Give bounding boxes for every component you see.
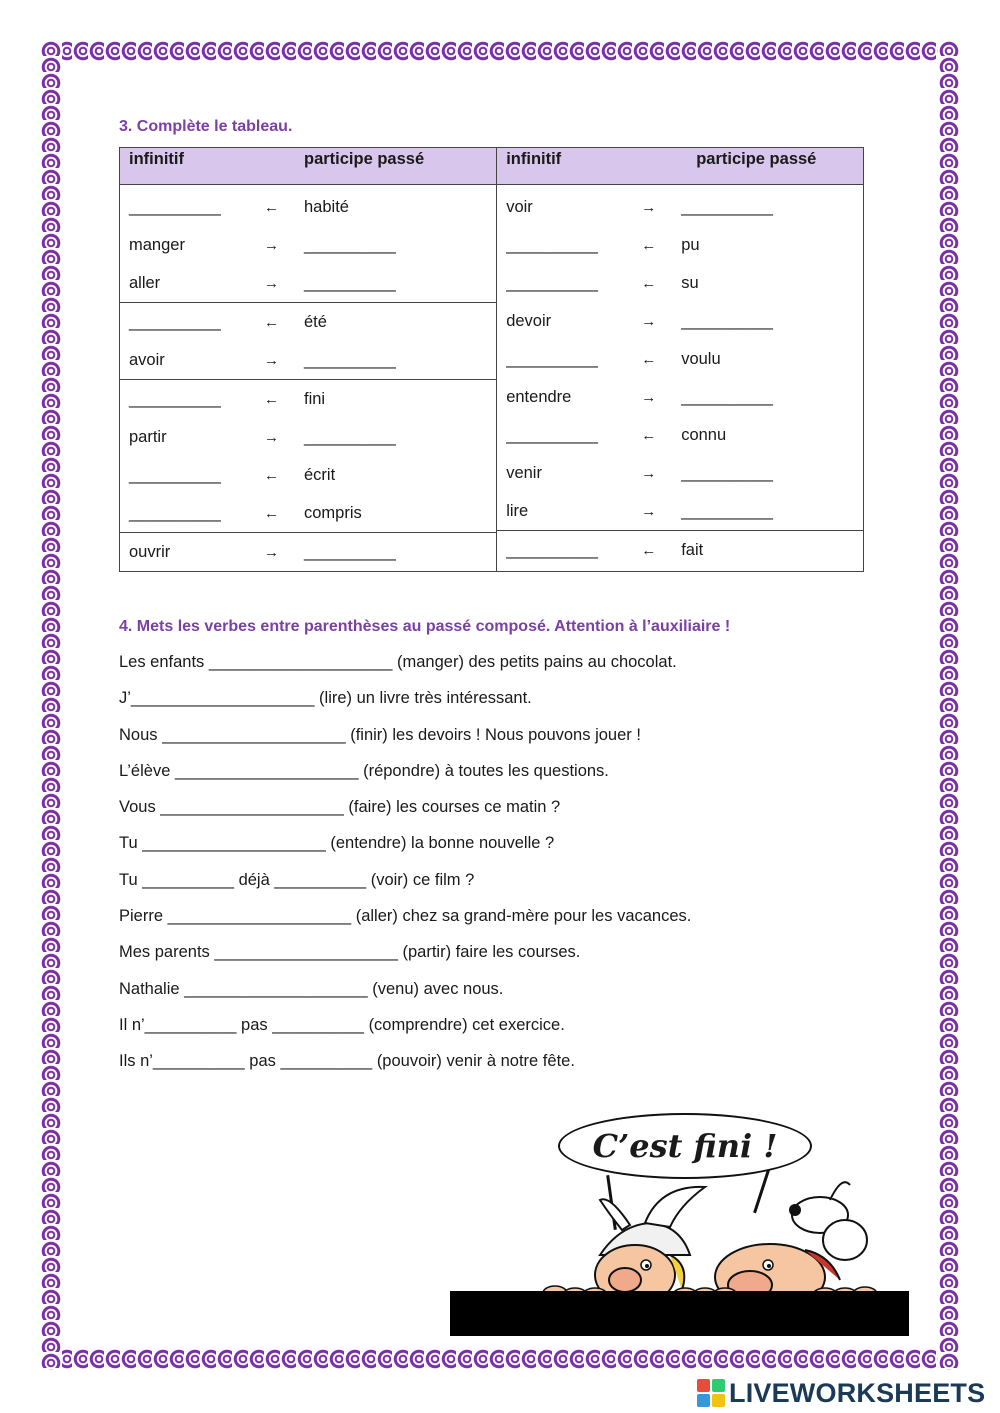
- verb-row: [120, 188, 496, 226]
- infinitive-cell: __________: [129, 197, 221, 216]
- sentence-list: [119, 644, 864, 1080]
- arrow-icon: →: [641, 464, 657, 482]
- watermark-text: LIVEWORKSHEETS: [729, 1377, 986, 1408]
- verb-row: [120, 264, 496, 302]
- infinitive-cell: __________: [506, 540, 598, 559]
- infinitive-cell: __________: [129, 465, 221, 484]
- arrow-icon: ←: [641, 541, 657, 559]
- sentence-item: Nathalie ____________________ (venu) avec nous.: [119, 979, 504, 998]
- border-bottom: [40, 1348, 960, 1370]
- participle-cell: su: [681, 273, 699, 292]
- participle-cell: connu: [681, 425, 727, 444]
- arrow-icon: →: [641, 198, 657, 216]
- exercise3-title: 3. Complète le tableau.: [119, 118, 293, 135]
- participle-cell: __________: [304, 235, 396, 254]
- header-infinitif-left: infinitif: [129, 150, 184, 168]
- verb-row: [120, 418, 496, 456]
- infinitive-cell: __________: [129, 503, 221, 522]
- verb-row: [120, 303, 496, 341]
- participle-cell: __________: [681, 311, 773, 330]
- arrow-icon: ←: [264, 198, 279, 216]
- sentence-item: Vous ____________________ (faire) les courses ce matin ?: [119, 798, 561, 817]
- verb-row: [120, 341, 496, 379]
- border-left: [40, 40, 62, 1370]
- exercise4-title: 4. Mets les verbes entre parenthèses au passé composé. Attention à l’auxiliaire !: [119, 618, 731, 635]
- infinitive-cell: voir: [506, 197, 533, 216]
- verb-row: [497, 226, 863, 264]
- infinitive-cell: entendre: [506, 387, 572, 406]
- participle-cell: été: [304, 312, 327, 331]
- participle-cell: habité: [304, 197, 349, 216]
- arrow-icon: →: [641, 312, 657, 330]
- arrow-icon: →: [264, 543, 279, 561]
- worksheet-content: [119, 118, 864, 1080]
- verb-group: [120, 379, 496, 532]
- sentence-item: J’____________________ (lire) un livre très intéressant.: [119, 689, 532, 708]
- infinitive-cell: __________: [506, 273, 598, 292]
- verb-row: [120, 456, 496, 494]
- arrow-icon: ←: [264, 313, 279, 331]
- participle-cell: écrit: [304, 465, 336, 484]
- verb-group: [497, 188, 863, 530]
- participle-cell: __________: [304, 542, 396, 561]
- infinitive-cell: devoir: [506, 311, 552, 330]
- right-column: [497, 185, 864, 572]
- border-right: [938, 40, 960, 1370]
- arrow-icon: →: [264, 236, 279, 254]
- infinitive-cell: __________: [506, 235, 598, 254]
- sentence-item: L’élève ____________________ (répondre) à toutes les questions.: [119, 761, 609, 780]
- participle-cell: fini: [304, 389, 326, 408]
- black-ledge: [450, 1291, 909, 1336]
- verb-group: [120, 532, 496, 571]
- header-participe-left: participe passé: [304, 150, 425, 168]
- verb-row: [497, 188, 863, 226]
- infinitive-cell: avoir: [129, 350, 165, 369]
- verb-row: [120, 380, 496, 418]
- sentence-item: Tu ____________________ (entendre) la bonne nouvelle ?: [119, 834, 555, 853]
- verb-group: [497, 530, 863, 569]
- participle-cell: __________: [681, 463, 773, 482]
- verb-row: [120, 494, 496, 532]
- verb-group: [120, 302, 496, 379]
- participle-cell: pu: [681, 235, 700, 254]
- infinitive-cell: __________: [129, 312, 221, 331]
- verb-row: [497, 531, 863, 569]
- arrow-icon: ←: [264, 466, 279, 484]
- verb-row: [497, 264, 863, 302]
- verb-row: [120, 226, 496, 264]
- verb-row: [497, 454, 863, 492]
- infinitive-cell: __________: [129, 389, 221, 408]
- arrow-icon: ←: [264, 504, 279, 522]
- arrow-icon: →: [264, 428, 279, 446]
- header-infinitif-right: infinitif: [506, 150, 562, 168]
- sentence-item: Pierre ____________________ (aller) chez sa grand-mère pour les vacances.: [119, 907, 692, 926]
- header-right: [497, 148, 864, 185]
- border-top: [40, 40, 960, 62]
- sentence-item: Mes parents ____________________ (partir) faire les courses.: [119, 943, 581, 962]
- verb-row: [497, 378, 863, 416]
- infinitive-cell: manger: [129, 235, 185, 254]
- arrow-icon: ←: [641, 236, 657, 254]
- infinitive-cell: __________: [506, 349, 598, 368]
- verb-row: [497, 340, 863, 378]
- sentence-item: Il n’__________ pas __________ (comprendre) cet exercice.: [119, 1015, 565, 1034]
- infinitive-cell: ouvrir: [129, 542, 171, 561]
- participle-cell: voulu: [681, 349, 721, 368]
- participle-cell: __________: [681, 501, 773, 520]
- header-left: [120, 148, 497, 185]
- participle-cell: __________: [681, 387, 773, 406]
- infinitive-cell: __________: [506, 425, 598, 444]
- infinitive-cell: partir: [129, 427, 167, 446]
- participle-cell: __________: [681, 197, 773, 216]
- verb-group: [120, 188, 496, 302]
- left-column: [120, 185, 497, 572]
- arrow-icon: ←: [641, 350, 657, 368]
- verb-row: [497, 302, 863, 340]
- sentence-item: Les enfants ____________________ (manger) des petits pains au chocolat.: [119, 653, 677, 671]
- verb-table: [119, 147, 864, 572]
- infinitive-cell: aller: [129, 273, 161, 292]
- verb-row: [497, 416, 863, 454]
- infinitive-cell: venir: [506, 463, 542, 482]
- arrow-icon: ←: [641, 426, 657, 444]
- liveworksheets-watermark: [697, 1376, 985, 1410]
- arrow-icon: ←: [641, 274, 657, 292]
- participle-cell: fait: [681, 540, 704, 559]
- participle-cell: __________: [304, 350, 396, 369]
- arrow-icon: →: [641, 502, 657, 520]
- verb-row: [497, 492, 863, 530]
- sentence-item: Tu __________ déjà __________ (voir) ce film ?: [119, 870, 475, 889]
- asterix-illustration: [450, 1105, 910, 1337]
- arrow-icon: ←: [264, 390, 279, 408]
- header-participe-right: participe passé: [696, 150, 817, 168]
- arrow-icon: →: [264, 274, 279, 292]
- arrow-icon: →: [264, 351, 279, 369]
- sentence-item: Nous ____________________ (finir) les devoirs ! Nous pouvons jouer !: [119, 725, 641, 744]
- participle-cell: __________: [304, 273, 396, 292]
- sentence-item: Ils n’__________ pas __________ (pouvoir) venir à notre fête.: [119, 1052, 575, 1071]
- speech-bubble-text: C’est fini !: [592, 1127, 778, 1165]
- arrow-icon: →: [641, 388, 657, 406]
- participle-cell: __________: [304, 427, 396, 446]
- verb-row: [120, 533, 496, 571]
- participle-cell: compris: [304, 503, 362, 522]
- liveworksheets-logo-icon: [697, 1379, 725, 1407]
- infinitive-cell: lire: [506, 501, 529, 520]
